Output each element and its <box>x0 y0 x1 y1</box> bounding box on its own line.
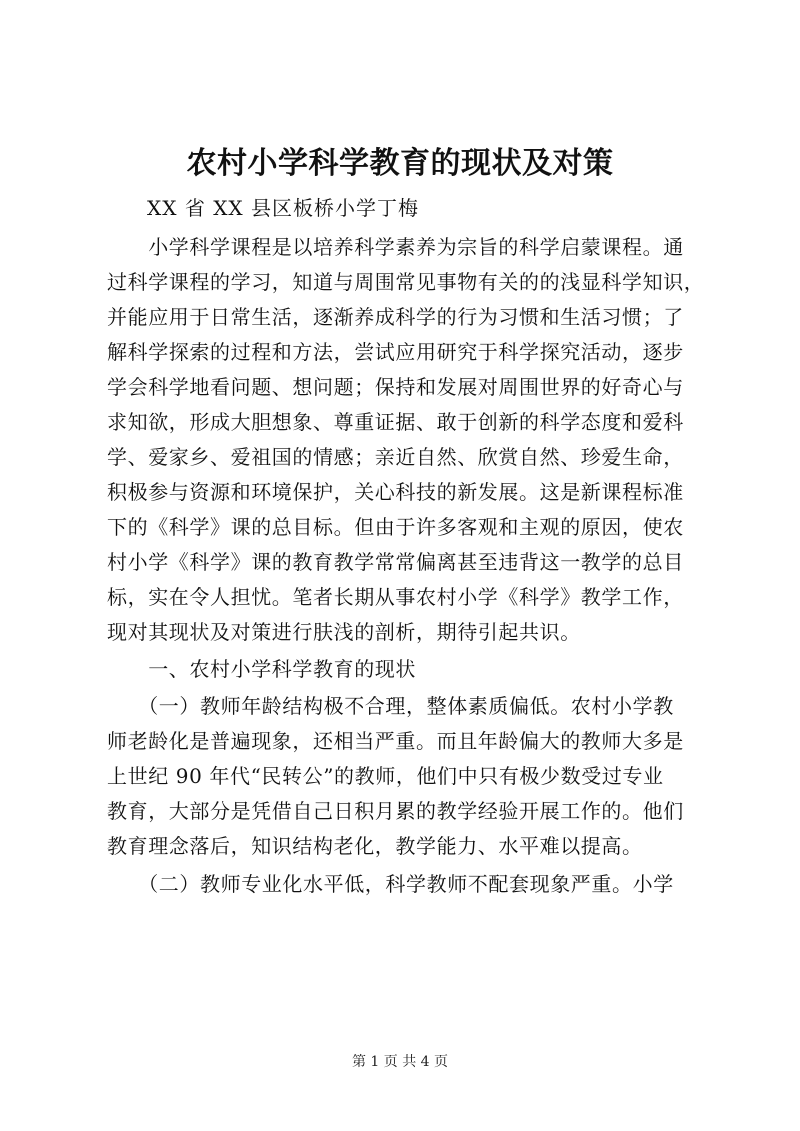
body-line: 教育，大部分是凭借自己日积月累的教学经验开展工作的。他们 <box>107 799 684 823</box>
body-line: 现对其现状及对策进行肤浅的剖析，期待引起共识。 <box>107 620 581 644</box>
body-line: 求知欲，形成大胆想象、尊重证据、敢于创新的科学态度和爱科 <box>107 410 684 434</box>
body-line: （二）教师专业化水平低，科学教师不配套现象严重。小学 <box>107 872 674 896</box>
body-line: 小学科学课程是以培养科学素养为宗旨的科学启蒙课程。通 <box>107 235 684 259</box>
body-line: 学会科学地看问题、想问题；保持和发展对周围世界的好奇心与 <box>107 375 684 399</box>
body-line: 解科学探索的过程和方法，尝试应用研究于科学探究活动，逐步 <box>107 340 684 364</box>
body-line: 标，实在令人担忧。笔者长期从事农村小学《科学》教学工作， <box>107 585 684 609</box>
body-line: 并能应用于日常生活，逐渐养成科学的行为习惯和生活习惯；了 <box>107 305 684 329</box>
body-line: 下的《科学》课的总目标。但由于许多客观和主观的原因，使农 <box>107 515 684 539</box>
body-line: （一）教师年龄结构极不合理，整体素质偏低。农村小学教 <box>107 694 674 718</box>
author-line: XX 省 XX 县区板桥小学丁梅 <box>147 196 420 220</box>
section-heading: 一、农村小学科学教育的现状 <box>107 657 416 681</box>
page-footer: 第 1 页 共 4 页 <box>351 1054 449 1070</box>
body-line: 教育理念落后，知识结构老化，教学能力、水平难以提高。 <box>107 834 643 858</box>
document-title: 农村小学科学教育的现状及对策 <box>186 146 614 181</box>
body-line: 积极参与资源和环境保护，关心科技的新发展。这是新课程标准 <box>107 480 684 504</box>
body-line: 师老龄化是普遍现象，还相当严重。而且年龄偏大的教师大多是 <box>107 729 684 753</box>
document-body <box>107 230 707 905</box>
body-line: 上世纪 90 年代“民转公”的教师，他们中只有极少数受过专业 <box>107 764 664 788</box>
body-line: 过科学课程的学习，知道与周围常见事物有关的的浅显科学知识， <box>107 270 705 294</box>
body-line: 村小学《科学》课的教育教学常常偏离甚至违背这一教学的总目 <box>107 550 684 574</box>
body-line: 学、爱家乡、爱祖国的情感；亲近自然、欣赏自然、珍爱生命， <box>107 445 684 469</box>
